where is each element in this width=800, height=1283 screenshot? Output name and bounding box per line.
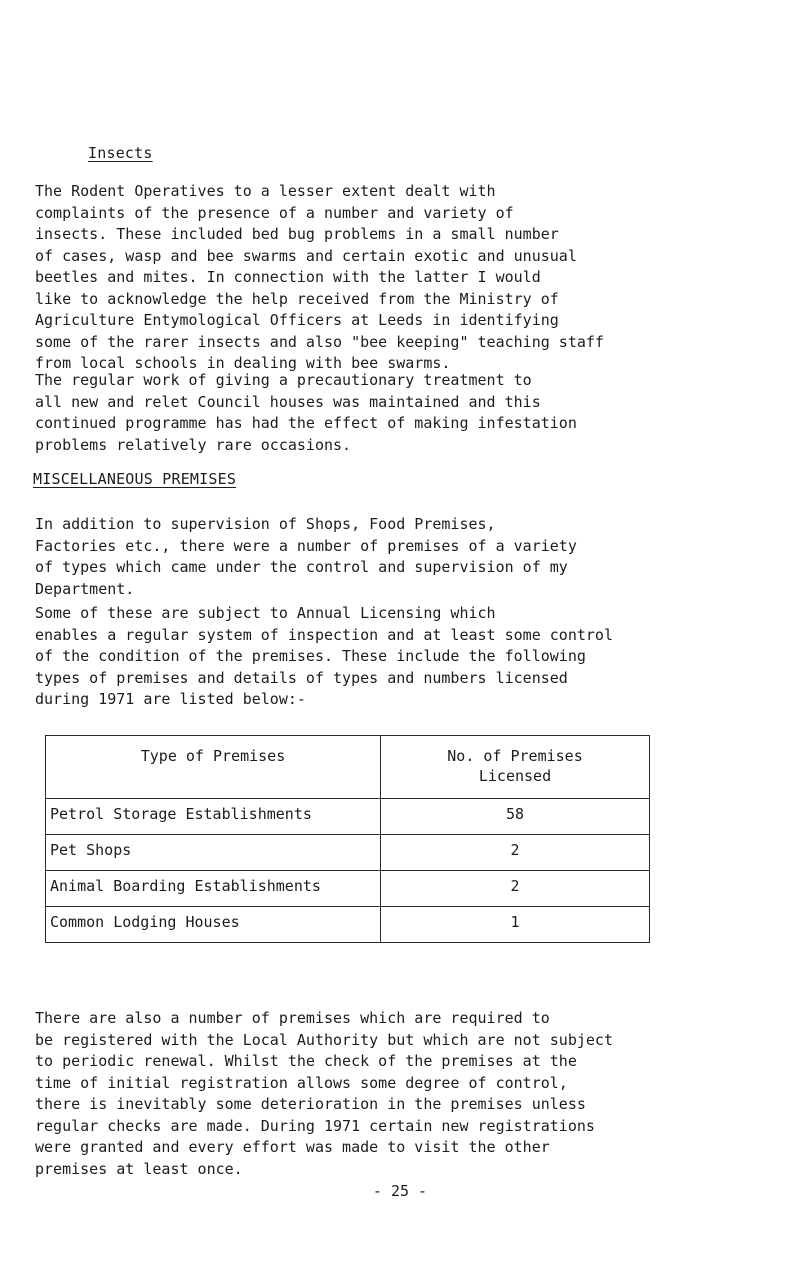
- misc-paragraph-2: Some of these are subject to Annual Licensing which enables a regular system of inspection and at least some control of the condition of the premises. These include the following types of premises and details of types and numbers licensed during 1971 are listed below:-: [35, 604, 613, 708]
- type-of-premises-header: Type of Premises: [46, 736, 381, 799]
- table-header-row: [46, 736, 650, 799]
- premises-count-cell: 1: [381, 907, 650, 943]
- page-number: - 25 -: [372, 1182, 428, 1200]
- misc-paragraph-3: There are also a number of premises which are required to be registered with the Local Authority but which are not subject to periodic renewal. Whilst the check of the premises at the time of initial registration allows some degree of control, there is inevitably some deterioration in the premises unless regular checks are made. During 1971 certain new registrations were granted and every effort was made to visit the other premises at least once.: [35, 1009, 613, 1178]
- table-row: [46, 871, 650, 907]
- premises-count-cell: 2: [381, 835, 650, 871]
- premises-type-cell: Pet Shops: [46, 835, 381, 871]
- table-row: [46, 835, 650, 871]
- premises-licensed-table: [45, 735, 650, 943]
- table-row: [46, 799, 650, 835]
- premises-count-cell: 2: [381, 871, 650, 907]
- number-licensed-header: No. of Premises Licensed: [381, 736, 650, 799]
- premises-type-cell: Petrol Storage Establishments: [46, 799, 381, 835]
- premises-count-cell: 58: [381, 799, 650, 835]
- premises-type-cell: Common Lodging Houses: [46, 907, 381, 943]
- premises-type-cell: Animal Boarding Establishments: [46, 871, 381, 907]
- insects-paragraph-1: The Rodent Operatives to a lesser extent dealt with complaints of the presence of a number and variety of insects. These included bed bug problems in a small number of cases, wasp and bee swarms and certain exotic and unusual beetles and mites. In connection with the latter I would like to acknowledge the help received from the Ministry of Agriculture Entymological Officers at Leeds in identifying some of the rarer insects and also "bee keeping" teaching staff from local schools in dealing with bee swarms.: [35, 182, 604, 372]
- insects-heading: Insects: [88, 144, 153, 162]
- misc-paragraph-1: In addition to supervision of Shops, Food Premises, Factories etc., there were a number of premises of a variety of types which came under the control and supervision of my Department.: [35, 515, 577, 598]
- insects-paragraph-2: The regular work of giving a precautionary treatment to all new and relet Council houses was maintained and this continued programme has had the effect of making infestation problems relatively rare occasions.: [35, 371, 577, 454]
- miscellaneous-premises-heading: MISCELLANEOUS PREMISES: [33, 470, 237, 488]
- table-row: [46, 907, 650, 943]
